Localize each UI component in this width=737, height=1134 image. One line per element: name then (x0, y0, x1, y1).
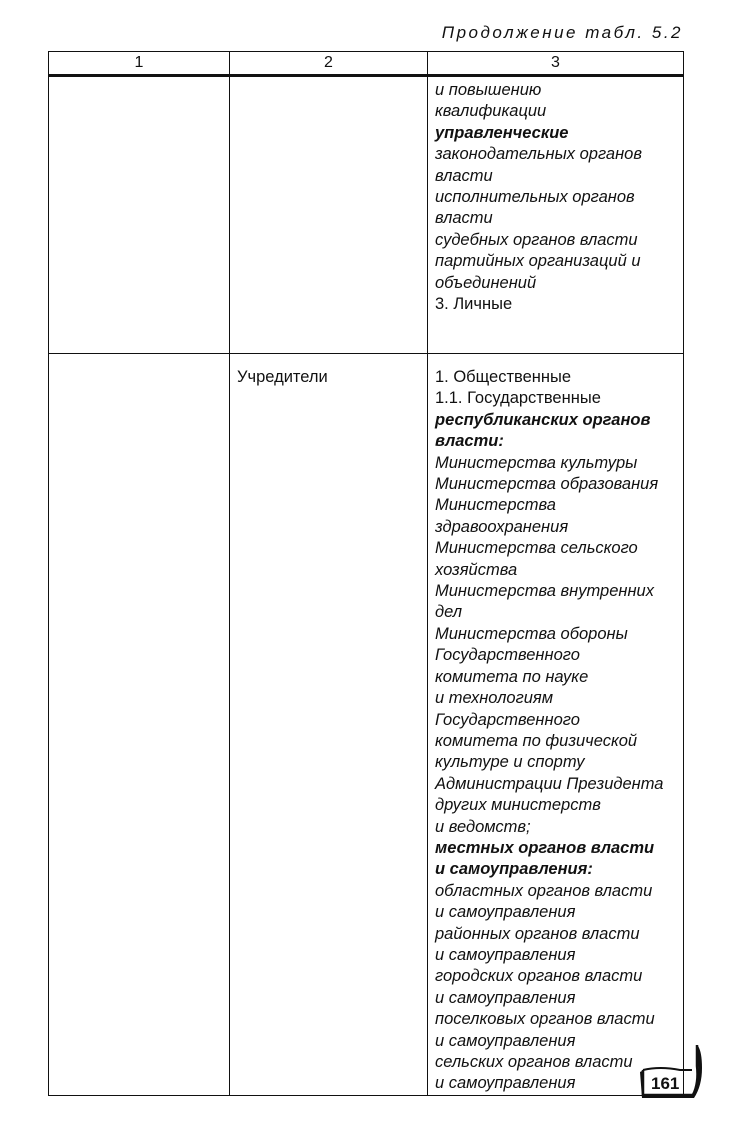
cell-text-line: сельских органов власти (435, 1053, 633, 1071)
table-row (49, 354, 684, 1096)
cell-text-line: Министерства образования (435, 475, 659, 494)
cell-text-line: районных органов власти (435, 924, 640, 943)
cell-text-line: управленческие (435, 123, 569, 142)
cell-text-line: и самоуправления (435, 988, 576, 1007)
cell-text-line: комитета по науке (435, 667, 589, 686)
cell-text-line: местных органов власти (435, 838, 655, 857)
table-row (49, 76, 684, 354)
cell-text-line: власти (435, 209, 493, 228)
row1-col1 (49, 76, 230, 354)
cell-text-line: и самоуправления (435, 903, 576, 922)
cell-text-line: здравоохранения (435, 517, 569, 536)
cell-text-line: хозяйства (435, 560, 518, 579)
cell-text-line: и самоуправления (435, 945, 576, 964)
header-col-3: 3 (428, 52, 684, 76)
cell-text-line: других министерств (435, 796, 601, 815)
cell-text-line: 3. Личные (435, 295, 513, 314)
cell-text-line: Министерства культуры (435, 453, 638, 472)
cell-text-line: судебных органов власти (435, 230, 638, 249)
cell-text-line: 1.1. Государственные (435, 389, 601, 408)
cell-text-line: культуре и спорту (435, 753, 585, 772)
row1-col2 (230, 76, 428, 354)
cell-text-line: исполнительных органов (435, 188, 635, 207)
cell-text-line: власти (435, 166, 493, 185)
cell-text-line: Министерства внутренних (435, 582, 654, 601)
cell-text-line: объединений (435, 273, 537, 292)
cell-text-line: Министерства (435, 496, 556, 515)
cell-text-line: городских органов власти (435, 967, 643, 986)
cell-text-line: партийных организаций и (435, 252, 641, 271)
cell-text-line: Министерства обороны (435, 624, 628, 643)
cell-text-line: Государственного (435, 710, 580, 729)
row1-col3 (428, 76, 684, 354)
cell-text-line: поселковых органов власти (435, 1010, 655, 1029)
header-col-1: 1 (49, 52, 230, 76)
cell-text-line: и самоуправления (435, 1074, 576, 1093)
cell-text-line: дел (435, 603, 463, 622)
cell-text-line: Министерства сельского (435, 539, 638, 558)
cell-text-line: законодательных органов (435, 145, 642, 164)
header-col-2: 2 (230, 52, 428, 76)
cell-text-line: власти: (435, 432, 504, 451)
cell-text-line: и повышению (435, 81, 542, 99)
cell-text-line: областных органов власти (435, 881, 653, 900)
cell-text-line: и технологиям (435, 689, 554, 708)
data-table (48, 51, 684, 1096)
table-caption: Продолжение табл. 5.2 (441, 23, 683, 42)
cell-text-line: Администрации Президента (435, 774, 664, 793)
cell-text-line: 1. Общественные (435, 368, 572, 386)
cell-text-line: республиканских органов (435, 410, 651, 429)
table-header-row (49, 52, 684, 76)
cell-text-line: и ведомств; (435, 817, 531, 836)
cell-text-line: квалификации (435, 102, 547, 121)
row2-col1 (49, 354, 230, 1096)
cell-text-line: и самоуправления (435, 1031, 576, 1050)
cell-text-line: и самоуправления: (435, 860, 593, 879)
row2-col2: Учредители (230, 354, 428, 1096)
cell-text-line: комитета по физической (435, 731, 638, 750)
row2-col3 (428, 354, 684, 1096)
page-number: 161 (651, 1074, 680, 1093)
cell-text-line: Государственного (435, 646, 580, 665)
